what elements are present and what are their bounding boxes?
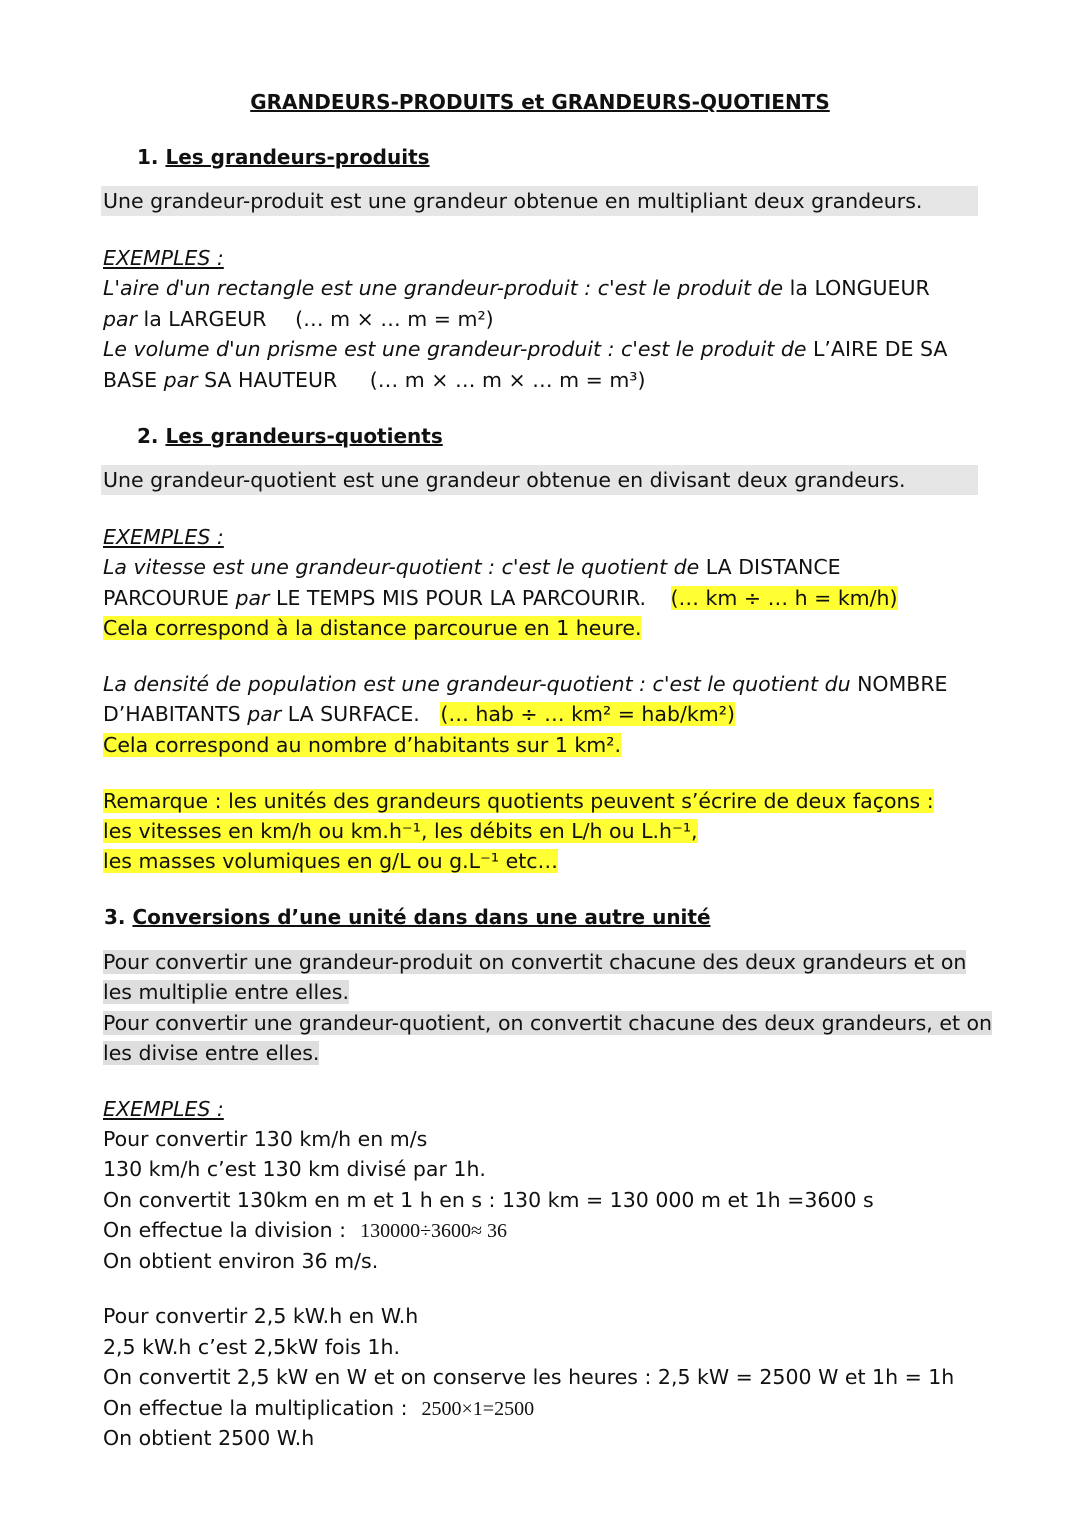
section2-title: Les grandeurs-quotients — [165, 424, 443, 448]
formula: (… m × … m × … m = m³) — [369, 368, 646, 392]
exampleA-division — [103, 1215, 507, 1245]
rule-text: les divise entre elles. — [103, 1041, 320, 1065]
section2-definition: Une grandeur-quotient est une grandeur obtenue en divisant deux grandeurs. — [103, 468, 906, 492]
formula-highlight: (… km ÷ … h = km/h) — [670, 586, 898, 610]
exampleA-result: On obtient environ 36 m/s. — [103, 1249, 379, 1273]
section1-example2-line1 — [103, 334, 947, 364]
division-label: On effectue la division : — [103, 1218, 347, 1242]
remark-line2 — [103, 816, 698, 846]
remark-line1 — [103, 786, 934, 816]
section3-rule1-line2 — [103, 977, 349, 1007]
example-text: D’HABITANTS — [103, 702, 248, 726]
section3-title: Conversions d’une unité dans dans une autre unité — [132, 905, 711, 929]
example-text: LE TEMPS MIS POUR LA PARCOURIR. — [269, 586, 646, 610]
highlight-text: Cela correspond à la distance parcourue en 1 heure. — [103, 616, 642, 640]
example-text: par — [247, 702, 282, 726]
section1-title: Les grandeurs-produits — [165, 145, 430, 169]
section2-example2-line3 — [103, 730, 621, 760]
section2-heading — [137, 422, 443, 450]
section2-example1-line3 — [103, 613, 641, 643]
rule-text: Pour convertir une grandeur-produit on convertit chacune des deux grandeurs et on — [103, 950, 967, 974]
section2-examples-label: EXEMPLES : — [103, 525, 224, 549]
section1-heading — [137, 143, 430, 171]
example-text: par — [163, 368, 198, 392]
section2-number: 2. — [137, 424, 159, 448]
highlight-text: Cela correspond au nombre d’habitants sur 1 km². — [103, 733, 621, 757]
exampleB-line3: On convertit 2,5 kW en W et on conserve les heures : 2,5 kW = 2500 W et 1h = 1h — [103, 1365, 955, 1389]
section3-heading — [104, 903, 711, 931]
example-text: L’AIRE DE SA — [812, 337, 948, 361]
section3-number: 3. — [104, 905, 126, 929]
multiplication-formula: 2500×1=2500 — [421, 1398, 535, 1420]
exampleB-result: On obtient 2500 W.h — [103, 1426, 315, 1450]
example-text: SA HAUTEUR — [197, 368, 338, 392]
example-text: LA DISTANCE — [705, 555, 841, 579]
example-text: PARCOURUE — [103, 586, 236, 610]
rule-text: les multiplie entre elles. — [103, 980, 349, 1004]
section1-example2-line2 — [103, 365, 646, 395]
section1-number: 1. — [137, 145, 159, 169]
section1-definition: Une grandeur-produit est une grandeur obtenue en multipliant deux grandeurs. — [103, 189, 923, 213]
section1-example1-line2 — [103, 304, 494, 334]
section3-rule1-line1 — [103, 947, 966, 977]
exampleA-line1: Pour convertir 130 km/h en m/s — [103, 1127, 428, 1151]
page-title: GRANDEURS-PRODUITS et GRANDEURS-QUOTIENTS — [250, 90, 830, 114]
section2-example1-line2 — [103, 583, 898, 613]
section1-examples-label: EXEMPLES : — [103, 246, 224, 270]
example-text: L'aire d'un rectangle est une grandeur-produit : c'est le produit de — [103, 276, 790, 300]
exampleB-multiplication — [103, 1393, 534, 1423]
example-text: par — [235, 586, 270, 610]
section3-rule2-line1 — [103, 1008, 992, 1038]
example-text: La vitesse est une grandeur-quotient : c'est le quotient de — [103, 555, 706, 579]
multiplication-label: On effectue la multiplication : — [103, 1396, 408, 1420]
remark-text: les masses volumiques en g/L ou g.L⁻¹ etc… — [103, 849, 559, 873]
formula-highlight: (… hab ÷ … km² = hab/km²) — [440, 702, 735, 726]
division-formula: 130000÷3600≈ 36 — [360, 1220, 508, 1242]
section2-example1-line1 — [103, 552, 841, 582]
section3-examples-label: EXEMPLES : — [103, 1097, 224, 1121]
section2-example2-line1 — [103, 669, 948, 699]
example-text: la LONGUEUR — [789, 276, 930, 300]
example-text: la LARGEUR — [137, 307, 267, 331]
example-text: Le volume d'un prisme est une grandeur-produit : c'est le produit de — [103, 337, 813, 361]
exampleA-line2: 130 km/h c’est 130 km divisé par 1h. — [103, 1157, 486, 1181]
section3-rule2-line2 — [103, 1038, 319, 1068]
example-text: LA SURFACE. — [281, 702, 420, 726]
example-text: par — [103, 307, 138, 331]
example-text: La densité de population est une grandeur-quotient : c'est le quotient du — [103, 672, 858, 696]
section2-example2-line2 — [103, 699, 735, 729]
rule-text: Pour convertir une grandeur-quotient, on convertit chacune des deux grandeurs, et on — [103, 1011, 993, 1035]
remark-text: Remarque : les unités des grandeurs quotients peuvent s’écrire de deux façons : — [103, 789, 934, 813]
remark-line3 — [103, 846, 558, 876]
exampleB-line1: Pour convertir 2,5 kW.h en W.h — [103, 1304, 419, 1328]
example-text: BASE — [103, 368, 164, 392]
exampleB-line2: 2,5 kW.h c’est 2,5kW fois 1h. — [103, 1335, 401, 1359]
example-text: NOMBRE — [857, 672, 948, 696]
formula: (… m × … m = m²) — [295, 307, 494, 331]
section1-example1-line1 — [103, 273, 930, 303]
remark-text: les vitesses en km/h ou km.h⁻¹, les débits en L/h ou L.h⁻¹, — [103, 819, 698, 843]
exampleA-line3: On convertit 130km en m et 1 h en s : 130 km = 130 000 m et 1h =3600 s — [103, 1188, 874, 1212]
